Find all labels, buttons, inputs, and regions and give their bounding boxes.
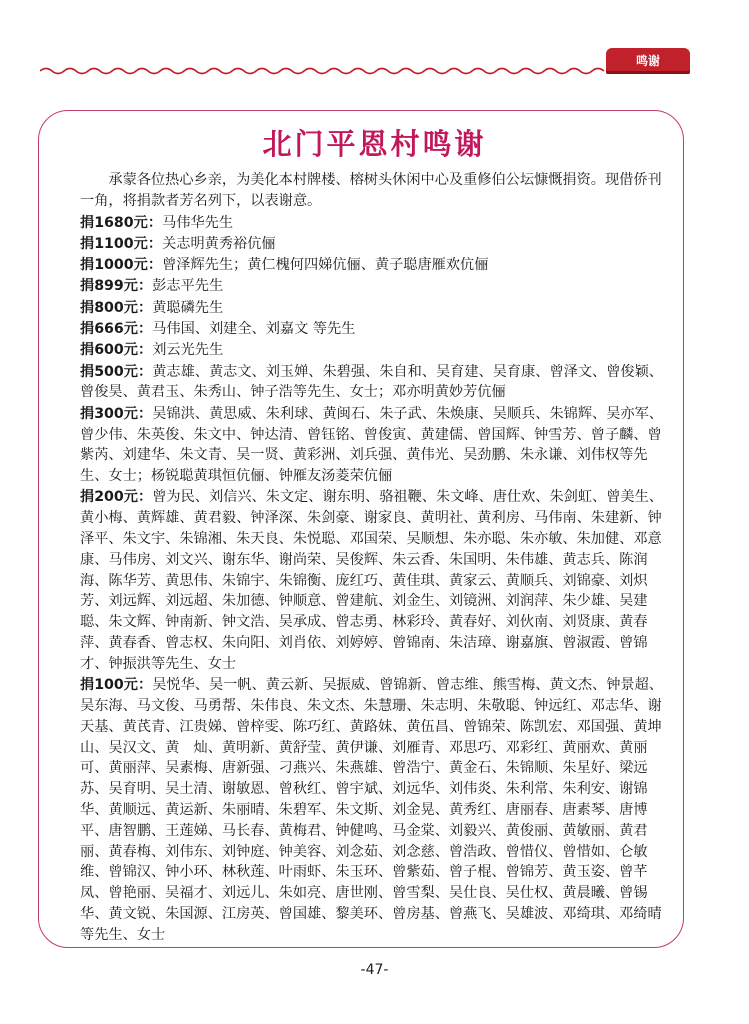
donation-entry — [80, 276, 672, 297]
page-number: -47- — [360, 962, 389, 978]
donation-entry — [80, 319, 672, 340]
donation-amount: 捐899元： — [80, 278, 153, 295]
donation-entry — [80, 340, 672, 361]
intro-paragraph: 承蒙各位热心乡亲，为美化本村牌楼、榕树头休闲中心及重修伯公坛慷慨捐资。现借侨刊一角，将捐款者芳名列下，以表谢意。 — [80, 172, 662, 209]
donor-names: 彭志平先生 — [152, 278, 224, 295]
donation-amount: 捐1000元： — [80, 257, 163, 274]
donor-names: 黄聪磷先生 — [152, 299, 224, 316]
donation-entry — [80, 675, 672, 945]
donation-amount: 捐500元： — [80, 363, 153, 380]
donation-amount: 捐200元： — [80, 489, 153, 506]
donor-names: 马伟国、刘建全、刘嘉文 等先生 — [152, 321, 356, 338]
donation-amount: 捐100元： — [80, 677, 153, 694]
donation-entry — [80, 487, 672, 674]
donation-entry — [80, 404, 672, 487]
donor-names: 吴锦洪、黄思威、朱利球、黄闽石、朱子武、朱焕康、吴顺兵、朱锦辉、吴亦军、曾少伟、朱英俊、朱文中、钟达清、曾钰铭、曾俊寅、黄建儒、曾国辉、钟雪芳、曾子麟、曾紫芮、刘建华、朱文青、吴一贤、黄彩洲、刘兵强、黄伟光、吴劲鹏、朱永谦、刘伟权等先生、女士；杨锐聪黄琪恒伉俪、钟雁友汤菱荣伉俪 — [80, 405, 663, 485]
donor-names: 曾为民、刘信兴、朱文定、谢东明、骆祖鞭、朱文峰、唐仕欢、朱剑虹、曾美生、黄小梅、黄辉雄、黄君毅、钟泽深、朱剑豪、谢家良、黄明社、黄利房、马伟南、朱建新、钟泽平、朱文宇、朱锦湘、朱天良、朱悦聪、邓国荣、吴顺想、朱亦聪、朱亦敏、朱加健、邓意康、马伟房、刘文兴、谢东华、谢尚荣、吴俊辉、朱云香、朱国明、朱伟雄、黄志兵、陈润海、陈华芳、黄思伟、朱锦宇、朱锦衡、庞红巧、黄佳琪、黄家云、黄顺兵、刘锦豪、刘炽芳、刘远辉、刘远超、朱加德、钟顺意、曾建航、刘金生、刘镜洲、刘润萍、朱少雄、吴建聪、朱文辉、钟南新、钟文浩、吴承成、曾志勇、林彩玲、黄春好、刘伙南、刘贤康、黄春萍、黄春香、曾志权、朱向阳、刘肖依、刘婷婷、曾锦南、朱洁璋、谢嘉旗、曾淑霞、曾锦才、钟振洪等先生、女士 — [80, 489, 663, 672]
donation-amount: 捐1100元： — [80, 235, 163, 252]
article-body — [80, 170, 672, 946]
donation-amount: 捐600元： — [80, 342, 153, 359]
donation-entry — [80, 213, 672, 234]
donation-entry — [80, 255, 672, 276]
donor-names: 关志明黄秀裕伉俪 — [162, 235, 276, 252]
donor-names: 刘云光先生 — [152, 342, 224, 359]
donor-names: 马伟华先生 — [162, 214, 234, 231]
donation-amount: 捐800元： — [80, 299, 153, 316]
section-tab: 鸣谢 — [606, 48, 690, 74]
donation-amount: 捐1680元： — [80, 214, 163, 231]
page-title: 北门平恩村鸣谢 — [262, 127, 487, 161]
donation-amount: 捐300元： — [80, 405, 153, 422]
donor-names: 曾泽辉先生；黄仁槐何四娣伉俪、黄子聪唐雁欢伉俪 — [162, 257, 489, 274]
donation-entry — [80, 298, 672, 319]
donor-names: 吴悦华、吴一帆、黄云新、吴振威、曾锦新、曾志维、熊雪梅、黄文杰、钟景超、吴东海、马文俊、马勇帮、朱伟良、朱文杰、朱慧珊、朱志明、朱敬聪、钟远红、邓志华、谢天基、黄芪青、江贵娣、曾梓雯、陈巧红、黄路妹、黄伍昌、曾锦荣、陈凯宏、邓国强、黄坤山、吴汉文、黄 灿、黄明新、黄舒莹、黄伊谦、刘雁青、邓思巧、邓彩红、黄丽欢、黄丽可、黄丽萍、吴素梅、唐新强、刁燕兴、朱燕雄、曾浩宁、黄金石、朱锦顺、朱星好、梁远苏、吴育明、吴土清、谢敏恩、曾秋红、曾宇斌、刘远华、刘伟炎、朱利常、朱利安、谢锦华、黄顺远、黄运新、朱丽晴、朱碧军、朱文斯、刘金晃、黄秀红、唐丽春、唐素琴、唐博平、唐智鹏、王莲娣、马长春、黄梅君、钟健鸣、马金棠、刘毅兴、黄俊丽、黄敏丽、黄君丽、黄春梅、刘伟东、刘钟庭、钟美容、刘念茹、刘念慈、曾浩政、曾惜仪、曾惜如、仑敏维、曾锦汉、钟小环、林秋莲、叶雨虾、朱玉环、曾紫茹、曾子棍、曾锦芳、黄玉姿、曾芊凤、曾艳丽、吴福才、刘远儿、朱如亮、唐世刚、曾雪梨、吴仕良、吴仕权、黄晨曦、曾锡华、黄文锐、朱国源、江房英、曾国雄、黎美环、曾房基、曾燕飞、吴雄波、邓绮琪、邓绮晴等先生、女士 — [80, 677, 663, 943]
donor-names: 黄志雄、黄志文、刘玉婵、朱碧强、朱自和、吴育建、吴育康、曾泽文、曾俊颖、曾俊昊、黄君玉、朱秀山、钟子浩等先生、女士；邓亦明黄妙芳伉俪 — [80, 363, 663, 401]
donation-entry — [80, 234, 672, 255]
donation-entry — [80, 362, 672, 404]
wave-divider — [40, 66, 606, 76]
donation-amount: 捐666元： — [80, 321, 153, 338]
